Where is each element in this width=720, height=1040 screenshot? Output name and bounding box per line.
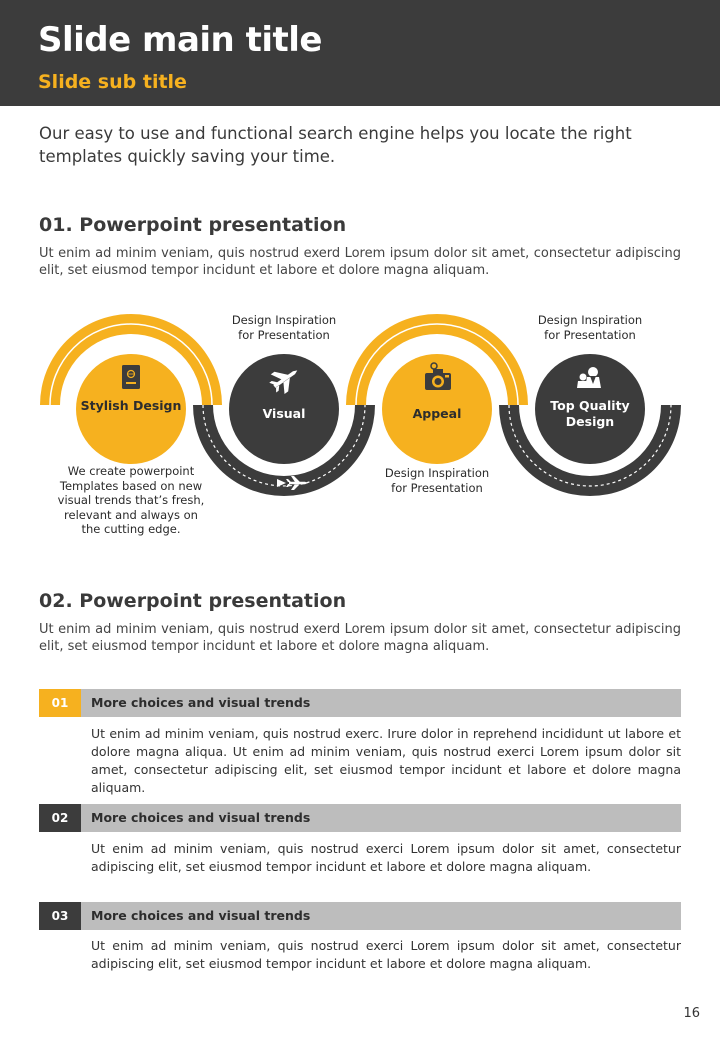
section-1-body: Ut enim ad minim veniam, quis nostrud exerd Lorem ipsum dolor sit amet, consectetur adipiscing elit, set eiusmod tempor incidunt et labore et dolore magna aliquam.	[39, 246, 681, 278]
list-item-header	[39, 689, 681, 717]
caption-visual: Design Inspiration for Presentation	[231, 313, 337, 342]
intro-text: Our easy to use and functional search engine helps you locate the right templates quickly saving your time.	[39, 124, 632, 166]
list-item-header	[39, 804, 681, 832]
page-subtitle: Slide sub title	[38, 71, 187, 93]
header-bar	[0, 0, 720, 106]
list-item-body: Ut enim ad minim veniam, quis nostrud exerci Lorem ipsum dolor sit amet, consectetur adipiscing elit, set eiusmod tempor incidunt et labore et dolore magna aliquam.	[91, 938, 681, 971]
list-item-number: 03	[39, 902, 81, 930]
list-item-title: More choices and visual trends	[91, 908, 311, 923]
section-2-body: Ut enim ad minim veniam, quis nostrud exerd Lorem ipsum dolor sit amet, consectetur adipiscing elit, set eiusmod tempor incidunt et labore et dolore magna aliquam.	[39, 622, 681, 654]
section-1-title: 01. Powerpoint presentation	[39, 214, 347, 236]
list-item-number: 02	[39, 804, 81, 832]
section-2-title: 02. Powerpoint presentation	[39, 590, 347, 612]
caption-stylish-design: We create powerpoint Templates based on new visual trends that’s fresh, relevant and always on the cutting edge.	[57, 464, 205, 536]
process-diagram	[0, 300, 720, 560]
label-visual: Visual	[262, 406, 306, 421]
book-icon	[122, 365, 140, 389]
caption-appeal: Design Inspiration for Presentation	[384, 466, 490, 495]
list-item-header	[39, 902, 681, 930]
page-title: Slide main title	[38, 20, 322, 60]
list-item-title: More choices and visual trends	[91, 695, 311, 710]
page-number: 16	[683, 1006, 700, 1021]
list-item-body: Ut enim ad minim veniam, quis nostrud exerc. Irure dolor in reprehend incididunt ut labore et dolore magna aliqua. Ut enim ad minim veniam, quis nostrud exerci Lorem ipsum dolor sit amet, consectetur adipiscing elit, set eiusmod tempor incidunt et labore et dolore magna aliquam.	[91, 726, 681, 795]
label-appeal: Appeal	[412, 406, 462, 421]
label-top-quality-design: Top Quality Design	[550, 398, 630, 429]
label-stylish-design: Stylish Design	[80, 398, 182, 413]
caption-top-quality: Design Inspiration for Presentation	[537, 313, 643, 342]
list-item-title: More choices and visual trends	[91, 810, 311, 825]
list-item-number: 01	[39, 689, 81, 717]
list-item-body: Ut enim ad minim veniam, quis nostrud exerci Lorem ipsum dolor sit amet, consectetur adipiscing elit, set eiusmod tempor incidunt et labore et dolore magna aliquam.	[91, 841, 681, 874]
